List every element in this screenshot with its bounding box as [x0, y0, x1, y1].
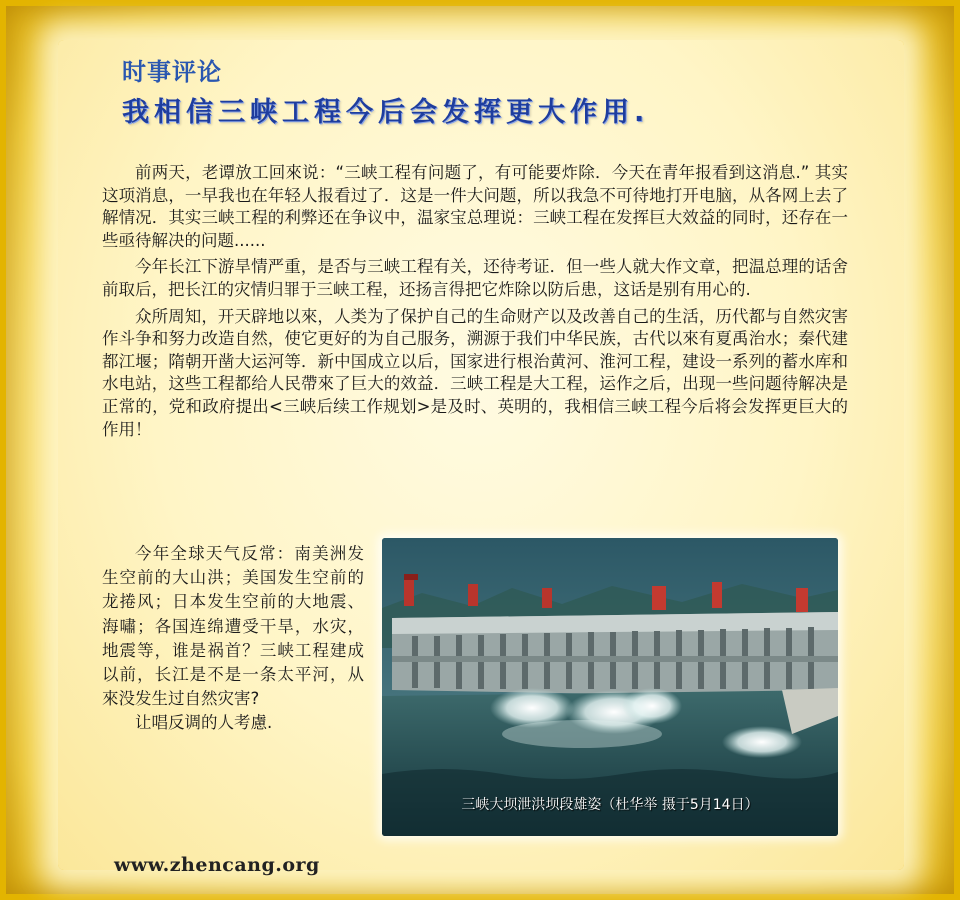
- site-url[interactable]: www.zhencang.org: [114, 854, 320, 876]
- side-paragraph: 今年全球天气反常：南美洲发生空前的大山洪；美国发生空前的龙捲风；日本发生空前的大地震、海嘯；各国连绵遭受干旱，水灾，地震等，谁是祸首？三峡工程建成以前，长江是不是一条太平河，从來没发生过自然灾害?: [102, 544, 364, 709]
- side-column: [102, 542, 364, 736]
- category-label: 时事评论: [122, 58, 222, 86]
- article-body: [102, 162, 848, 445]
- dam-photo: [382, 538, 838, 836]
- dam-illustration: [382, 538, 838, 836]
- article-paragraph: 众所周知，开天辟地以來，人类为了保护自己的生命财产以及改善自己的生活，历代都与自然灾害作斗争和努力改造自然，使它更好的为自己服务，溯源于我们中华民族，古代以來有夏禹治水；秦代建都江堰；隋朝开凿大运河等．新中国成立以后，国家进行根治黄河、淮河工程，建设一系列的蓄水库和水电站，这些工程都给人民帶來了巨大的效益．三峡工程是大工程，运作之后，出现一些问题待解决是正常的，党和政府提出<三峡后续工作规划>是及时、英明的，我相信三峡工程今后将会发挥更巨大的作用！: [102, 306, 848, 439]
- article-paragraph: 前两天，老谭放工回來说：“三峡工程有问题了，有可能要炸除．今天在青年报看到这消息.” 其实这项消息，一早我也在年轻人报看过了．这是一件大问题，所以我急不可待地打开电脑，从各网上去了解情况．其实三峡工程的利弊还在争议中，温家宝总理说：三峡工程在发挥巨大效益的同时，还存在一些亟待解决的问题......: [102, 163, 848, 250]
- photo-caption: 三峡大坝泄洪坝段雄姿（杜华举 摄于5月14日）: [461, 797, 759, 813]
- side-paragraph: 让唱反调的人考慮.: [135, 713, 273, 733]
- article-headline: 我相信三峡工程今后会发挥更大作用.: [122, 97, 650, 128]
- article-paragraph: 今年长江下游旱情严重，是否与三峡工程有关，还待考证．但一些人就大作文章，把温总理的话舍前取后，把长江的灾情归罪于三峡工程，还扬言得把它炸除以防后患，这话是别有用心的.: [102, 257, 848, 299]
